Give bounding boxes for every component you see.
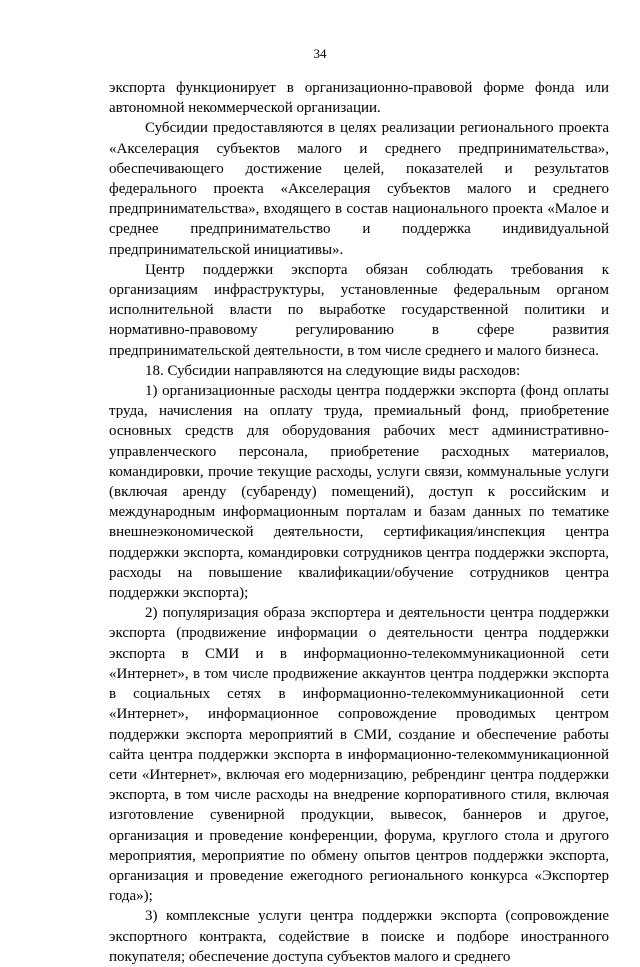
paragraph-subsidies-purpose: Субсидии предоставляются в целях реализации регионального проекта «Акселерация субъектов малого и среднего предпринимательства», обеспечивающего достижение целей, показателей и результатов федерального проекта «Акселерация субъектов малого и среднего предпринимательства», входящего в состав национального проекта «Малое и среднее предпринимательство и поддержка индивидуальной предпринимательской инициативы». bbox=[109, 120, 609, 258]
paragraph-subitem-1: 1) организационные расходы центра поддержки экспорта (фонд оплаты труда, начисления на оплату труда, премиальный фонд, приобретение основных средств для оборудования рабочих мест административно-управленческого персонала, приобретение расходных материалов, командировки, прочие текущие расходы, услуги связи, коммунальные услуги (включая аренду (субаренду) помещений), доступ к российским и международным информационным порталам и базам данных по тематике внешнеэкономической деятельности, сертификация/инспекция центра поддержки экспорта, командировки сотрудников центра поддержки экспорта, расходы на повышение квалификации/обучение сотрудников центра поддержки экспорта); bbox=[109, 383, 609, 602]
paragraph-subitem-3: 3) комплексные услуги центра поддержки экспорта (сопровождение экспортного контракта, содействие в поиске и подборе иностранного покупателя; обеспечение доступа субъектов малого и среднего bbox=[109, 908, 609, 965]
paragraph-continuation: экспорта функционирует в организационно-правовой форме фонда или автономной некоммерческой организации. bbox=[109, 80, 609, 117]
paragraph-subitem-2: 2) популяризация образа экспортера и деятельности центра поддержки экспорта (продвижение информации о деятельности центра поддержки экспорта в СМИ и в информационно-телекоммуникационной сети «Интернет», в том числе продвижение аккаунтов центра поддержки экспорта в социальных сетях в информационно-телекоммуникационной сети «Интернет», информационное сопровождение проводимых центром поддержки экспорта мероприятий в СМИ, создание и обеспечение работы сайта центра поддержки экспорта в информационно-телекоммуникационной сети «Интернет», включая его модернизацию, ребрендинг центра поддержки экспорта, в том числе расходы на внедрение корпоративного стиля, включая изготовление сувенирной продукции, вывесок, баннеров и другое, организация и проведение конференции, форума, круглого стола и другого мероприятия, мероприятие по обмену опытов центров поддержки экспорта, организация и проведение ежегодного регионального конкурса «Экспортер года»); bbox=[109, 605, 609, 905]
paragraph-export-center-requirements: Центр поддержки экспорта обязан соблюдать требования к организациям инфраструктуры, установленные федеральным органом исполнительной власти по выработке государственной политики и нормативно-правовому регулированию в сфере развития предпринимательской деятельности, в том числе среднего и малого бизнеса. bbox=[109, 261, 609, 359]
document-body bbox=[109, 78, 609, 967]
page-number: 34 bbox=[313, 46, 327, 61]
paragraph-item-18: 18. Субсидии направляются на следующие виды расходов: bbox=[145, 362, 521, 379]
